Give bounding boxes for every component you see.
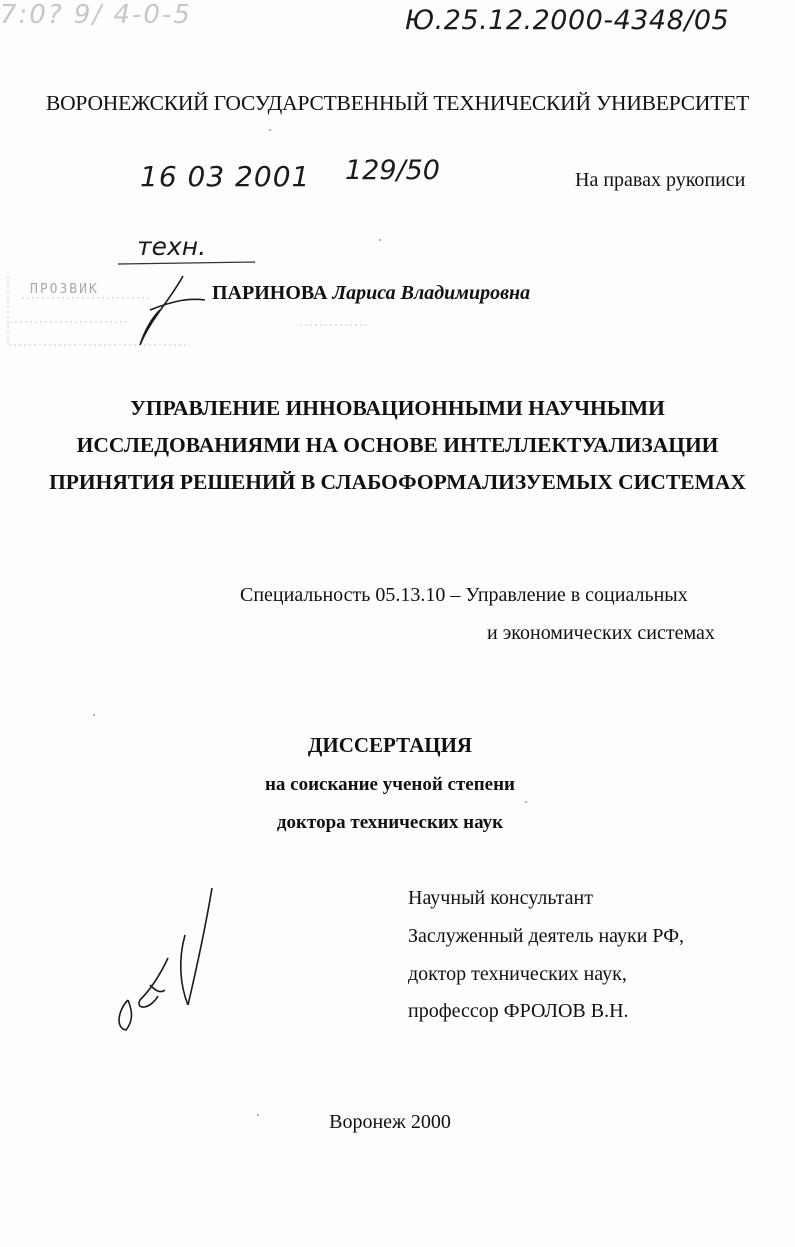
scan-specks — [93, 129, 527, 1116]
rights-note: На правах рукописи — [575, 169, 746, 191]
degree-line-1: на соискание ученой степени — [264, 774, 515, 795]
university-header: ВОРОНЕЖСКИЙ ГОСУДАРСТВЕННЫЙ ТЕХНИЧЕСКИЙ УНИВЕРСИТЕТ — [45, 91, 750, 115]
author-signature — [140, 276, 205, 345]
degree-line-2: доктора технических наук — [276, 812, 504, 833]
stamp-text: ПРОЗВИК — [30, 282, 99, 297]
consultant-title: Заслуженный деятель науки РФ, — [408, 925, 685, 947]
faint-handwritten-marks: 7:0? 9/ 4-0-5 — [0, 0, 192, 30]
title-line: УПРАВЛЕНИЕ ИННОВАЦИОННЫМИ НАУЧНЫМИ — [130, 396, 665, 420]
consultant-signature — [119, 888, 212, 1030]
author-surname: ПАРИНОВА — [212, 282, 328, 304]
consultant-role: Научный консультант — [408, 887, 593, 909]
consultant-degree: доктор технических наук, — [408, 963, 627, 985]
note-underline — [118, 262, 255, 264]
faint-stamp-outline — [8, 276, 370, 345]
dissertation-type: ДИССЕРТАЦИЯ — [307, 733, 473, 757]
specialty-line-1: Специальность 05.13.10 – Управление в социальных — [240, 584, 688, 606]
title-line: ПРИНЯТИЯ РЕШЕНИЙ В СЛАБОФОРМАЛИЗУЕМЫХ СИСТЕМАХ — [49, 470, 746, 494]
handwritten-date: 16 03 2001 — [140, 160, 311, 193]
specialty-line-2: и экономических системах — [487, 622, 715, 644]
city-year: Воронеж 2000 — [329, 1111, 451, 1133]
handwritten-registry-number: Ю.25.12.2000-4348/05 — [405, 5, 730, 36]
consultant-name: профессор ФРОЛОВ В.Н. — [408, 1000, 629, 1022]
handwritten-number: 129/50 — [345, 155, 440, 186]
title-line: ИССЛЕДОВАНИЯМИ НА ОСНОВЕ ИНТЕЛЛЕКТУАЛИЗАЦИИ — [76, 433, 719, 457]
author-given-names: Лариса Владимировна — [332, 282, 531, 304]
handwritten-note: техн. — [137, 232, 207, 261]
